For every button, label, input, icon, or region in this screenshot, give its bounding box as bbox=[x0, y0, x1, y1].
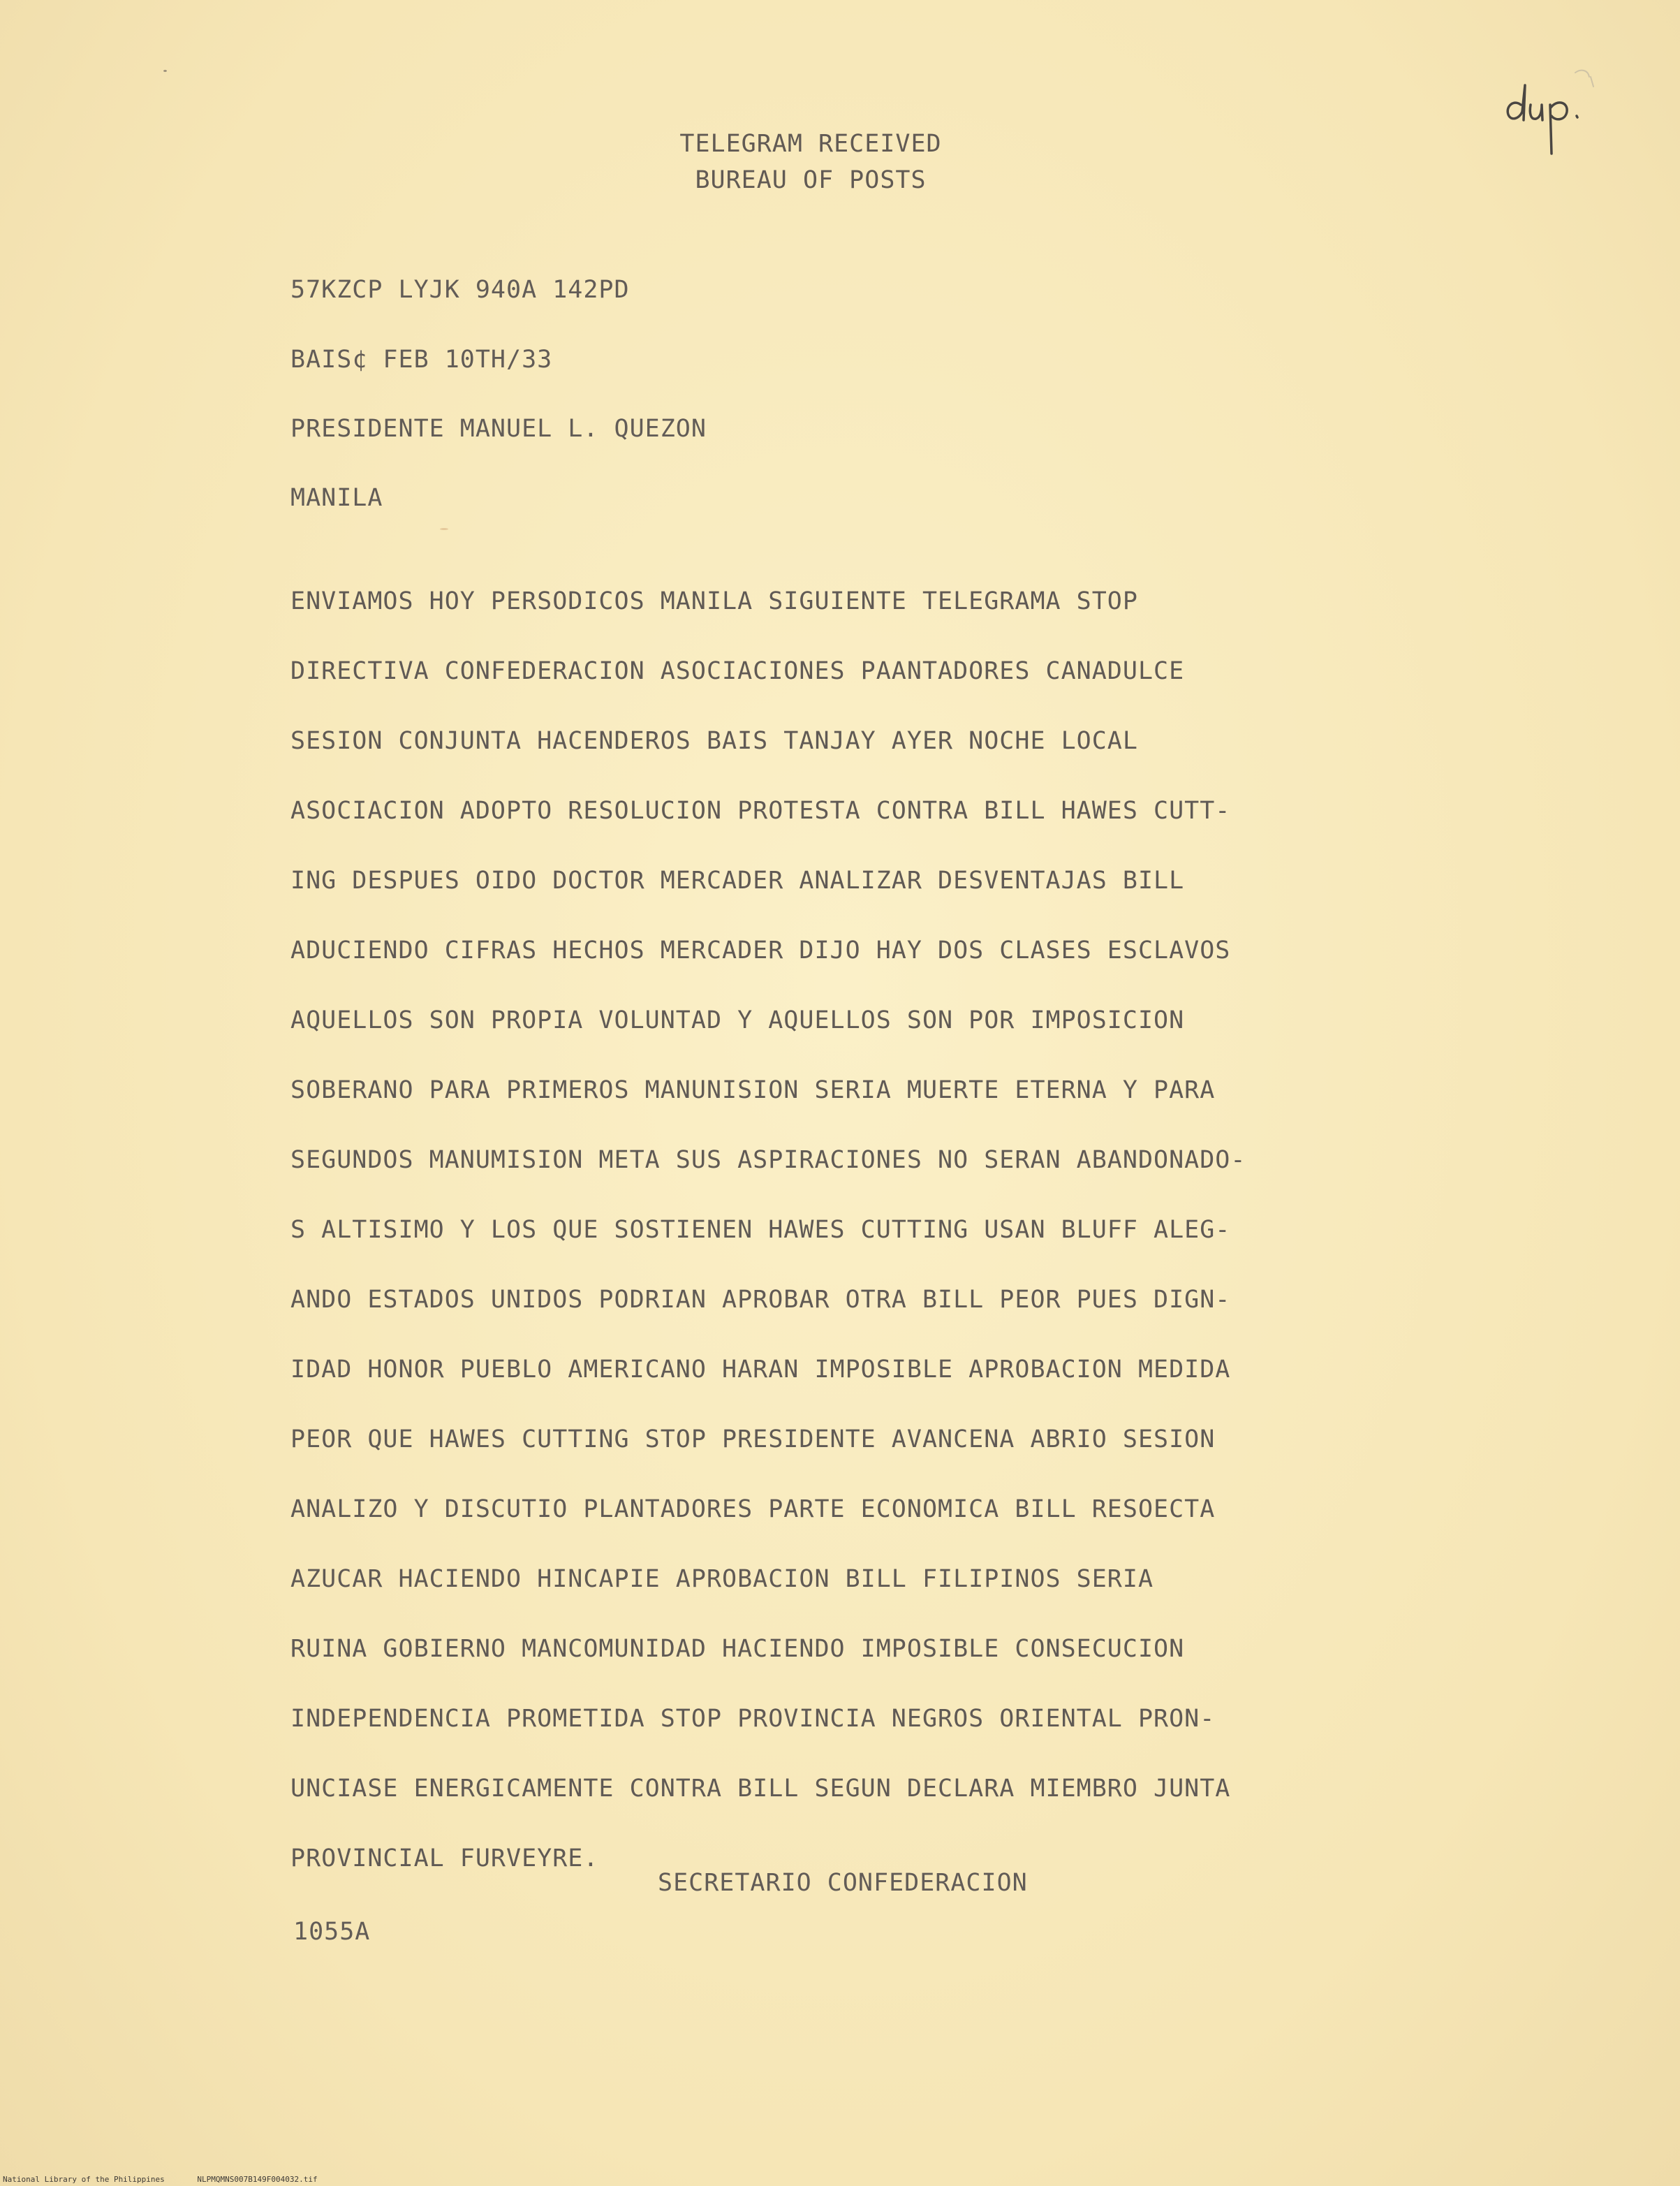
telegram-city: MANILA bbox=[290, 484, 383, 512]
header-title: TELEGRAM RECEIVED bbox=[679, 130, 942, 158]
telegram-time-code: 1055A bbox=[293, 1918, 371, 1946]
body-line: ANALIZO Y DISCUTIO PLANTADORES PARTE ECONOMICA BILL RESOECTA bbox=[290, 1495, 1216, 1523]
body-line: S ALTISIMO Y LOS QUE SOSTIENEN HAWES CUTTING USAN BLUFF ALEG- bbox=[290, 1216, 1231, 1244]
body-line: IDAD HONOR PUEBLO AMERICANO HARAN IMPOSIBLE APROBACION MEDIDA bbox=[290, 1356, 1231, 1384]
telegram-header bbox=[290, 126, 1331, 198]
body-line: SESION CONJUNTA HACENDEROS BAIS TANJAY AYER NOCHE LOCAL bbox=[290, 727, 1138, 755]
paper-speck bbox=[163, 70, 167, 72]
footer-library: National Library of the Philippines bbox=[3, 2175, 165, 2184]
body-line: SOBERANO PARA PRIMEROS MANUNISION SERIA MUERTE ETERNA Y PARA bbox=[290, 1076, 1216, 1104]
scan-footer bbox=[3, 2175, 346, 2184]
body-line: ANDO ESTADOS UNIDOS PODRIAN APROBAR OTRA BILL PEOR PUES DIGN- bbox=[290, 1286, 1231, 1314]
body-line: RUINA GOBIERNO MANCOMUNIDAD HACIENDO IMPOSIBLE CONSECUCION bbox=[290, 1635, 1185, 1663]
body-line: PEOR QUE HAWES CUTTING STOP PRESIDENTE AVANCENA ABRIO SESION bbox=[290, 1425, 1216, 1453]
body-line: SEGUNDOS MANUMISION META SUS ASPIRACIONES NO SERAN ABANDONADO- bbox=[290, 1146, 1246, 1174]
telegram-signature: SECRETARIO CONFEDERACION bbox=[658, 1869, 1028, 1897]
telegram-body bbox=[290, 587, 1246, 1914]
body-line: AQUELLOS SON PROPIA VOLUNTAD Y AQUELLOS SON POR IMPOSICION bbox=[290, 1006, 1185, 1034]
body-line: UNCIASE ENERGICAMENTE CONTRA BILL SEGUN DECLARA MIEMBRO JUNTA bbox=[290, 1775, 1231, 1803]
body-line: AZUCAR HACIENDO HINCAPIE APROBACION BILL FILIPINOS SERIA bbox=[290, 1565, 1154, 1593]
telegram-addressee: PRESIDENTE MANUEL L. QUEZON bbox=[290, 415, 707, 443]
telegram-document bbox=[290, 126, 1408, 1946]
body-line: ING DESPUES OIDO DOCTOR MERCADER ANALIZAR DESVENTAJAS BILL bbox=[290, 867, 1185, 895]
telegram-place-date: BAIS¢ FEB 10TH/33 bbox=[290, 346, 553, 374]
body-line: ADUCIENDO CIFRAS HECHOS MERCADER DIJO HAY DOS CLASES ESCLAVOS bbox=[290, 937, 1231, 964]
body-line: PROVINCIAL FURVEYRE. bbox=[290, 1844, 599, 1872]
footer-file-id: NLPMQMNS007B149F004032.tif bbox=[197, 2175, 318, 2184]
body-line: ASOCIACION ADOPTO RESOLUCION PROTESTA CONTRA BILL HAWES CUTT- bbox=[290, 797, 1231, 825]
handwritten-dup-note bbox=[1498, 56, 1610, 168]
paper-speck bbox=[440, 528, 448, 530]
body-line: INDEPENDENCIA PROMETIDA STOP PROVINCIA NEGROS ORIENTAL PRON- bbox=[290, 1705, 1216, 1733]
body-line: ENVIAMOS HOY PERSODICOS MANILA SIGUIENTE TELEGRAMA STOP bbox=[290, 587, 1138, 615]
telegram-code-line: 57KZCP LYJK 940A 142PD bbox=[290, 276, 630, 304]
body-line: DIRECTIVA CONFEDERACION ASOCIACIONES PAANTADORES CANADULCE bbox=[290, 657, 1185, 685]
header-subtitle: BUREAU OF POSTS bbox=[695, 166, 927, 194]
